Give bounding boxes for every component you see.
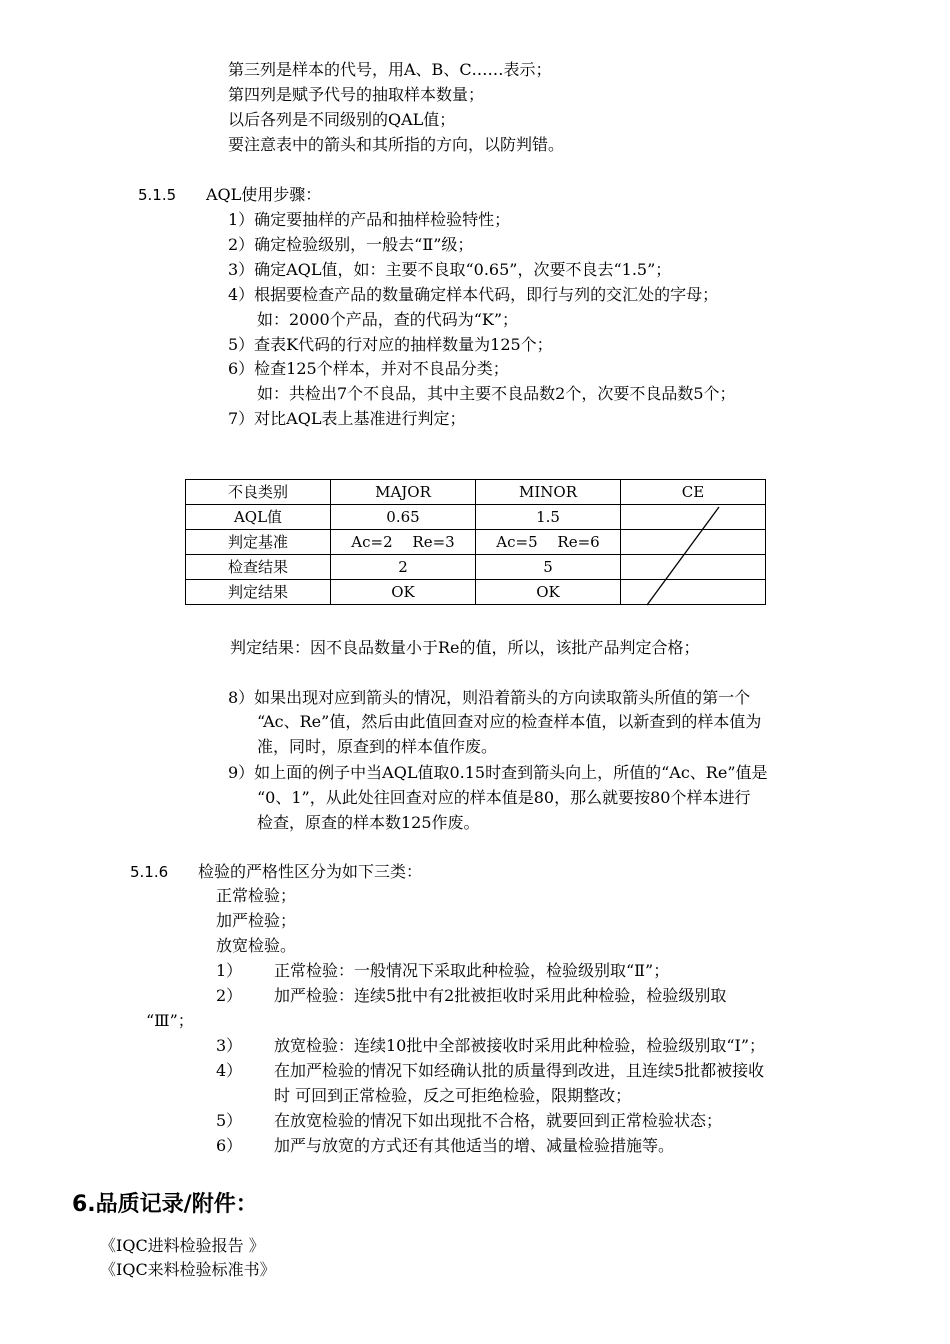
diagonal-strike-line: [619, 505, 764, 607]
table-cell: MINOR: [476, 480, 621, 505]
record-item: 《IQC进料检验报告 》: [100, 1236, 265, 1255]
step-item: 2）确定检验级别，一般去“Ⅱ”级；: [228, 235, 474, 254]
step-item: “0、1”，从此处往回查对应的样本值是80，那么就要按80个样本进行: [257, 788, 751, 807]
table-cell: 不良类别: [186, 480, 331, 505]
item-number: 5）: [216, 1111, 243, 1130]
record-item: 《IQC来料检验标准书》: [100, 1260, 276, 1279]
table-cell: AQL值: [186, 505, 331, 530]
step-item: “Ac、Re”值，然后由此值回查对应的检查样本值，以新查到的样本值为: [257, 712, 762, 731]
step-item: 7）对比AQL表上基准进行判定；: [228, 409, 466, 428]
step-item: 检查，原查的样本数125作废。: [257, 813, 480, 832]
step-item: 9）如上面的例子中当AQL值取0.15时查到箭头向上，所值的“Ac、Re”值是: [228, 763, 768, 782]
item-text: 在加严检验的情况下如经确认批的质量得到改进，且连续5批都被接收: [274, 1061, 765, 1080]
table-cell: Ac=5 Re=6: [476, 530, 621, 555]
text-line: 第三列是样本的代号，用A、B、C……表示；: [228, 60, 552, 79]
section-heading: 6.品质记录/附件：: [72, 1192, 258, 1217]
table-cell: OK: [476, 580, 621, 605]
inspection-type: 正常检验；: [216, 886, 297, 905]
inspection-type: 放宽检验。: [216, 936, 297, 955]
section-title: 检验的严格性区分为如下三类：: [198, 862, 423, 881]
item-text: 加严检验：连续5批中有2批被拒收时采用此种检验，检验级别取: [274, 986, 727, 1005]
step-item: 5）查表K代码的行对应的抽样数量为125个；: [228, 335, 553, 354]
step-item: 4）根据要检查产品的数量确定样本代码，即行与列的交汇处的字母；: [228, 285, 719, 304]
step-item: 如：共检出7个不良品，其中主要不良品数2个，次要不良品数5个；: [257, 384, 736, 403]
item-number: 4）: [216, 1061, 243, 1080]
item-text: 放宽检验：连续10批中全部被接收时采用此种检验，检验级别取“Ⅰ”；: [274, 1036, 766, 1055]
table-cell: 0.65: [331, 505, 476, 530]
step-item: 3）确定AQL值，如：主要不良取“0.65”，次要不良去“1.5”；: [228, 260, 672, 279]
item-number: 6）: [216, 1136, 243, 1155]
item-number: 3）: [216, 1036, 243, 1055]
item-text: 正常检验：一般情况下采取此种检验，检验级别取“Ⅱ”；: [274, 961, 670, 980]
table-cell: 5: [476, 555, 621, 580]
text-line: 以后各列是不同级别的QAL值；: [228, 110, 456, 129]
inspection-type: 加严检验；: [216, 911, 297, 930]
item-text: 在放宽检验的情况下如出现批不合格，就要回到正常检验状态；: [274, 1111, 723, 1130]
table-cell: 判定结果: [186, 580, 331, 605]
table-cell: MAJOR: [331, 480, 476, 505]
table-cell: OK: [331, 580, 476, 605]
step-item: 6）检查125个样本，并对不良品分类；: [228, 359, 509, 378]
item-text: “Ⅲ”；: [146, 1011, 194, 1030]
item-text: 加严与放宽的方式还有其他适当的增、减量检验措施等。: [274, 1136, 675, 1155]
text-line: 要注意表中的箭头和其所指的方向，以防判错。: [228, 135, 565, 154]
step-item: 1）确定要抽样的产品和抽样检验特性；: [228, 210, 511, 229]
table-cell: 检查结果: [186, 555, 331, 580]
item-text: 时 可回到正常检验，反之可拒绝检验，限期整改；: [274, 1086, 632, 1105]
table-cell: Ac=2 Re=3: [331, 530, 476, 555]
section-title: AQL使用步骤：: [206, 185, 322, 204]
table-cell: 1.5: [476, 505, 621, 530]
table-cell: 判定基准: [186, 530, 331, 555]
item-number: 1）: [216, 961, 243, 980]
step-item: 准，同时，原查到的样本值作废。: [257, 737, 498, 756]
table-cell: CE: [621, 480, 766, 505]
section-number: 5.1.6: [130, 863, 169, 881]
table-row: [186, 480, 766, 505]
step-item: 如：2000个产品，查的代码为“K”；: [257, 310, 519, 329]
item-number: 2）: [216, 986, 243, 1005]
section-number: 5.1.5: [138, 186, 177, 204]
text-line: 第四列是赋予代号的抽取样本数量；: [228, 85, 485, 104]
judgement-text: 判定结果：因不良品数量小于Re的值，所以，该批产品判定合格；: [230, 638, 700, 657]
step-item: 8）如果出现对应到箭头的情况，则沿着箭头的方向读取箭头所值的第一个: [228, 688, 751, 707]
table-cell: 2: [331, 555, 476, 580]
